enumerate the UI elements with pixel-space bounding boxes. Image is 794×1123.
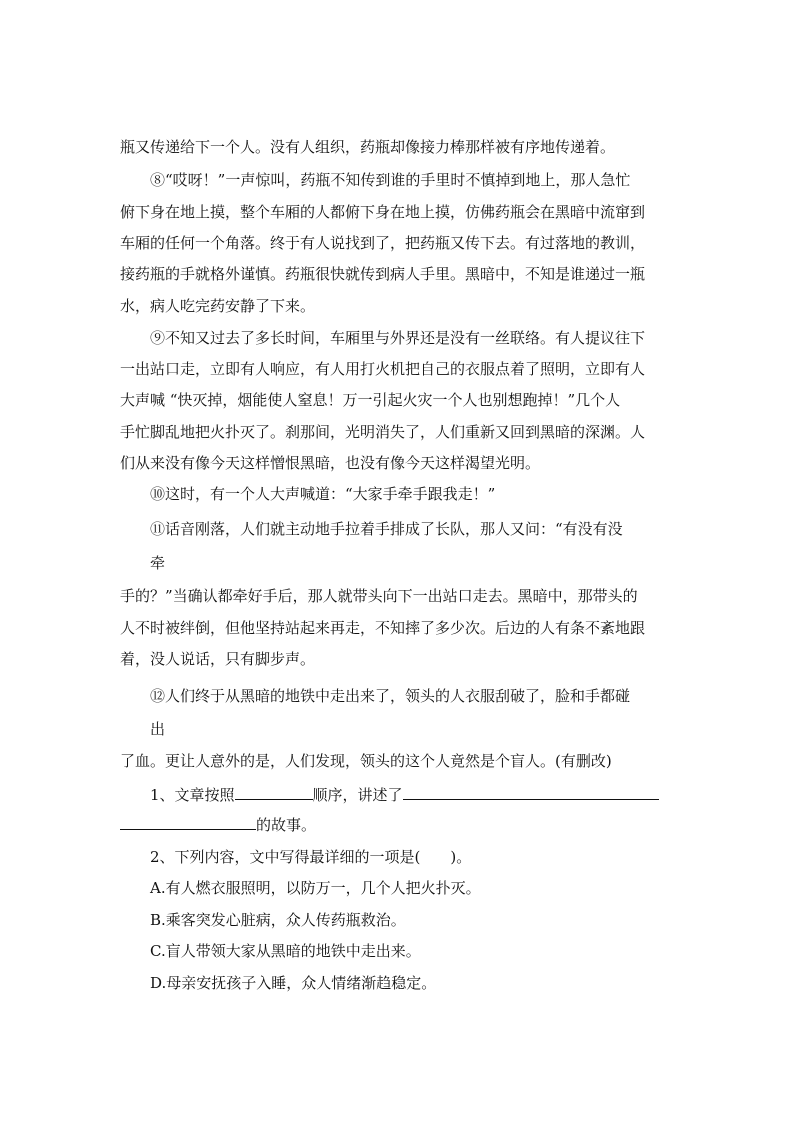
option-c: C.盲人带领大家从黑暗的地铁中走出来。	[150, 942, 421, 960]
paragraph-9-line: 大声喊 “快灭掉，烟能使人窒息！万一引起火灾一个人也别想跑掉！”几个人	[120, 391, 621, 409]
paragraph-11-line: ⑪话音刚落，人们就主动地手拉着手排成了长队，那人又问：“有没有没	[150, 520, 623, 538]
paragraph-9-line: 一出站口走，立即有人响应，有人用打火机把自己的衣服点着了照明，立即有人	[120, 360, 646, 378]
option-a: A.有人燃衣服照明，以防万一，几个人把火扑灭。	[150, 879, 481, 897]
paragraph-8-line: 车厢的任何一个角落。终于有人说找到了，把药瓶又传下去。有过落地的教训，	[120, 234, 646, 252]
question-1	[150, 785, 680, 805]
question-1-prefix: 1、文章按照	[150, 786, 235, 804]
paragraph-9-line: 们从来没有像今天这样憎恨黑暗，也没有像今天这样渴望光明。	[120, 454, 541, 472]
paragraph-11-line: 牵	[150, 554, 166, 572]
answer-blank[interactable]	[403, 785, 659, 800]
paragraph-11-line: 着，没人说话，只有脚步声。	[120, 650, 316, 668]
paragraph-12-line: ⑫人们终于从黑暗的地铁中走出来了，领头的人衣服刮破了，脸和手都碰	[150, 687, 631, 705]
text-line: 瓶又传递给下一个人。没有人组织，药瓶却像接力棒那样被有序地传递着。	[120, 138, 616, 156]
paragraph-12-line: 出	[150, 720, 166, 738]
paragraph-9-line: ⑨不知又过去了多长时间，车厢里与外界还是没有一丝联络。有人提议往下	[150, 329, 646, 347]
paragraph-8-line: 接药瓶的手就格外谨慎。药瓶很快就传到病人手里。黑暗中，不知是谁递过一瓶	[120, 265, 646, 283]
paragraph-11-line: 人不时被绊倒，但他坚持站起来再走，不知摔了多少次。后边的人有条不紊地跟	[120, 619, 646, 637]
paragraph-8-line: 水，病人吃完药安静了下来。	[120, 297, 316, 315]
question-1-middle: 顺序，讲述了	[312, 786, 403, 804]
answer-blank[interactable]	[120, 815, 256, 830]
paragraph-11-line: 手的？”当确认都牵好手后，那人就带头向下一出站口走去。黑暗中，那带头的	[120, 587, 638, 605]
paragraph-8-line: 俯下身在地上摸，整个车厢的人都俯下身在地上摸，仿佛药瓶会在黑暗中流窜到	[120, 203, 646, 221]
question-1-cont	[120, 815, 680, 835]
option-d: D.母亲安抚孩子入睡，众人情绪渐趋稳定。	[150, 974, 437, 992]
question-2: 2、下列内容，文中写得最详细的一项是( )。	[150, 848, 472, 866]
answer-blank[interactable]	[235, 785, 313, 800]
paragraph-9-line: 手忙脚乱地把火扑灭了。刹那间，光明消失了，人们重新又回到黑暗的深渊。人	[120, 423, 646, 441]
paragraph-12-line: 了血。更让人意外的是，人们发现，领头的这个人竟然是个盲人。(有删改)	[120, 752, 612, 770]
paragraph-10-line: ⑩这时，有一个人大声喊道：“大家手牵手跟我走！”	[150, 485, 496, 503]
option-b: B.乘客突发心脏病，众人传药瓶救治。	[150, 911, 406, 929]
paragraph-8-line: ⑧“哎呀！”一声惊叫，药瓶不知传到谁的手里时不慎掉到地上，那人急忙	[150, 171, 631, 189]
question-1-suffix: 的故事。	[256, 816, 317, 834]
